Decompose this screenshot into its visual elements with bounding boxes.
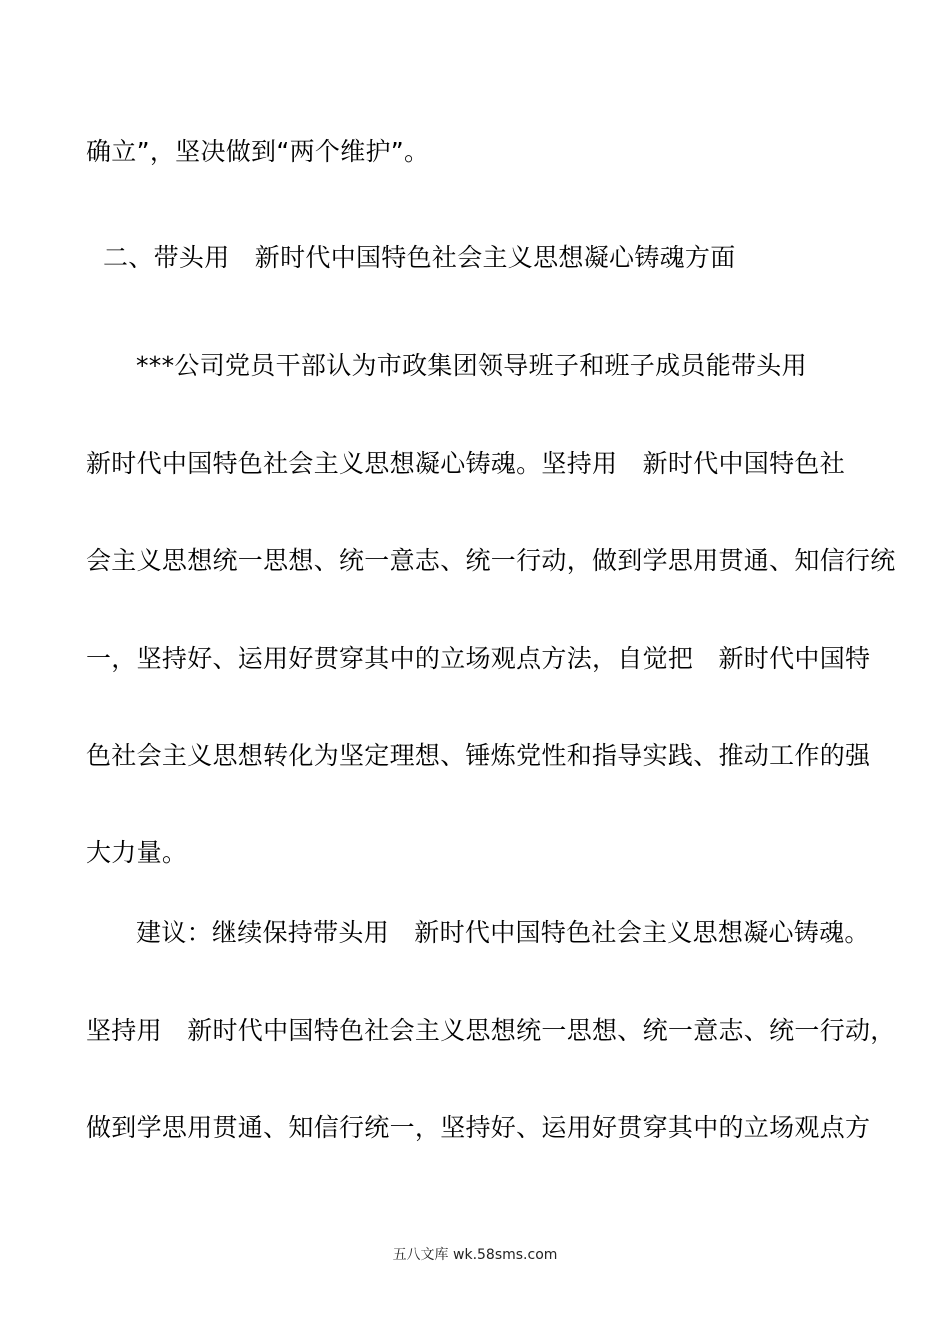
paragraph-1-line-1: ***公司党员干部认为市政集团领导班子和班子成员能带头用 [136, 351, 807, 380]
footer-watermark: 五八文库 wk.58sms.com [392, 1247, 558, 1263]
paragraph-1-line-2: 新时代中国特色社会主义思想凝心铸魂。坚持用 新时代中国特色社 [86, 449, 846, 478]
section-heading: 二、带头用 新时代中国特色社会主义思想凝心铸魂方面 [103, 243, 736, 272]
suggestion-line-1: 建议：继续保持带头用 新时代中国特色社会主义思想凝心铸魂。 [136, 918, 870, 947]
paragraph-1-line-6: 大力量。 [86, 838, 188, 867]
text-line-1: 确立”，坚决做到“两个维护”。 [86, 137, 430, 166]
paragraph-1-line-4: 一，坚持好、运用好贯穿其中的立场观点方法，自觉把 新时代中国特 [86, 644, 871, 673]
suggestion-line-3: 做到学思用贯通、知信行统一，坚持好、运用好贯穿其中的立场观点方 [86, 1113, 871, 1142]
paragraph-1-line-3: 会主义思想统一思想、统一意志、统一行动，做到学思用贯通、知信行统 [86, 546, 896, 575]
suggestion-line-2: 坚持用 新时代中国特色社会主义思想统一思想、统一意志、统一行动， [86, 1016, 896, 1045]
paragraph-1-line-5: 色社会主义思想转化为坚定理想、锤炼党性和指导实践、推动工作的强 [86, 741, 871, 770]
